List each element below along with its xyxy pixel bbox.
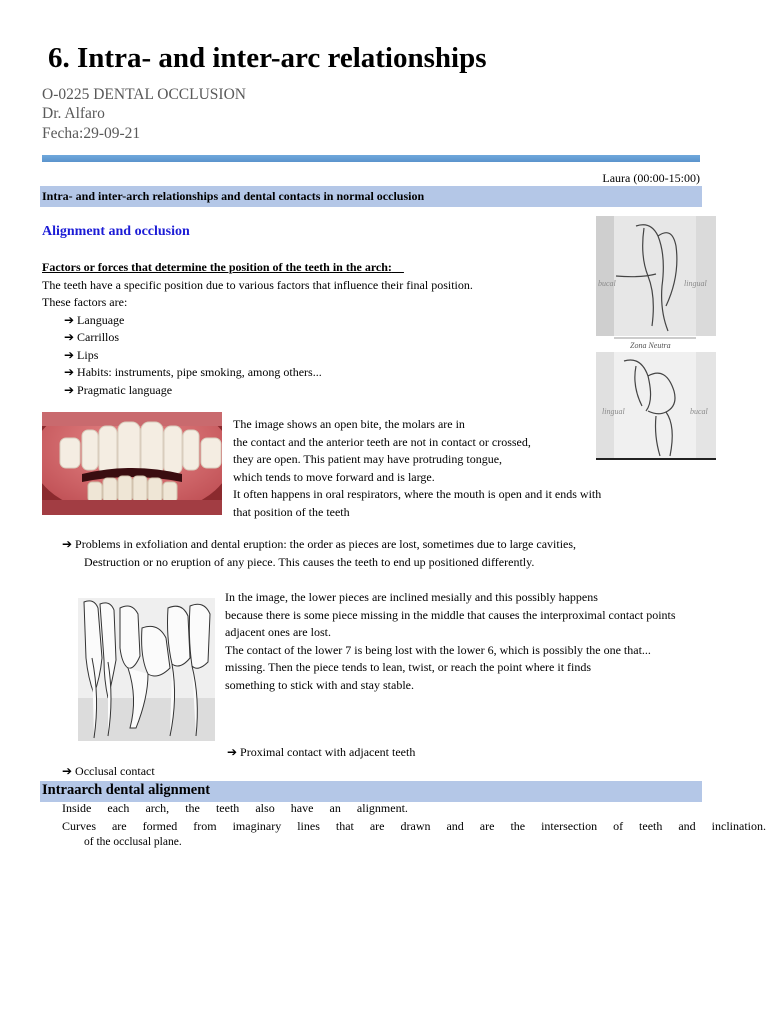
intraarch-line-3: of the occlusal plane. — [84, 836, 182, 848]
word: teeth — [215, 801, 240, 815]
text-line: something to stick with and stay stable. — [225, 677, 414, 692]
text-line: they are open. This patient may have protruding tongue, — [233, 452, 503, 466]
text-line: that position of the teeth — [233, 504, 350, 519]
diagram-label-lingual-bottom: lingual — [602, 407, 625, 416]
word: Inside — [62, 801, 92, 815]
text-line: The contact of the lower 7 is being lost with the lower 6, which is possibly the one that... — [225, 642, 651, 657]
text-line: The image shows an open bite, the molars are in — [233, 417, 465, 431]
intraarch-heading: Intraarch dental alignment — [42, 782, 211, 798]
text-line: It often happens in oral respirators, where the mouth is open and it ends with — [233, 487, 602, 501]
text-line: the contact and the anterior teeth are not in contact or crossed, — [233, 434, 531, 449]
speaker-timestamp: Laura (00:00-15:00) — [602, 171, 700, 185]
section-band-title: Intra- and inter-arch relationships and dental contacts in normal occlusion — [42, 189, 425, 203]
word: an — [329, 801, 341, 815]
word: are — [111, 819, 127, 833]
word: each — [107, 801, 130, 815]
section-band — [40, 186, 702, 207]
factor-item: ➔ Habits: instruments, pipe smoking, among others... — [64, 365, 322, 379]
word: the — [185, 801, 200, 815]
word: lines — [297, 819, 320, 833]
word: from — [193, 819, 217, 833]
word: alignment. — [356, 801, 408, 815]
factor-item: ➔ Lips — [64, 347, 99, 362]
lecture-date: Fecha:29-09-21 — [42, 125, 141, 142]
text-line: missing. Then the piece tends to lean, twist, or reach the point where it finds — [225, 660, 592, 674]
word: are — [369, 819, 385, 833]
open-bite-photo — [42, 412, 222, 515]
word: drawn — [400, 819, 431, 833]
text-line: adjacent ones are lost. — [225, 625, 331, 639]
text-line: ➔ Problems in exfoliation and dental eruption: the order as pieces are lost, sometimes due to large cavities, — [62, 537, 577, 551]
intraarch-band — [40, 781, 702, 802]
open-bite-description — [233, 416, 601, 521]
word: inclination. — [711, 819, 766, 833]
factors-heading: Factors or forces that determine the position of the teeth in the arch: — [42, 260, 392, 274]
text-line: because there is some piece missing in the middle that causes the interproximal contact points — [225, 607, 676, 622]
word: and — [446, 819, 464, 833]
word: teeth — [639, 819, 663, 833]
text-line: In the image, the lower pieces are inclined mesially and this possibly happens — [225, 590, 598, 604]
occlusal-contact-item: ➔ Occlusal contact — [62, 764, 155, 778]
word: the — [510, 819, 526, 833]
word: formed — [142, 819, 178, 833]
text-line: which tends to move forward and is large. — [233, 469, 435, 484]
diagram-label-bucal-top: bucal — [598, 279, 616, 288]
justified-line — [62, 801, 408, 816]
intraarch-line-2 — [62, 819, 766, 834]
factor-item: ➔ Language — [64, 312, 125, 327]
word: and — [678, 819, 696, 833]
justified-line — [62, 819, 766, 834]
intraarch-line-1 — [62, 801, 408, 816]
diagram-label-bucal-bottom: bucal — [690, 407, 708, 416]
neutral-zone-diagram — [596, 216, 716, 461]
course-code: O-0225 DENTAL OCCLUSION — [42, 86, 246, 103]
factor-item: ➔ Carrillos — [64, 330, 120, 344]
diagram-label-neutral-zone: Zona Neutra — [630, 341, 671, 350]
word: intersection — [541, 819, 598, 833]
word: arch, — [145, 801, 170, 815]
word: are — [479, 819, 495, 833]
factor-item: ➔ Pragmatic language — [64, 382, 173, 397]
factors-intro: The teeth have a specific position due to various factors that influence their final position. — [42, 277, 473, 292]
word: have — [290, 801, 314, 815]
diagram-label-lingual-top: lingual — [684, 279, 707, 288]
text-line: Destruction or no eruption of any piece. This causes the teeth to end up positioned differently. — [84, 554, 535, 569]
factors-lead: These factors are: — [42, 295, 128, 309]
proximal-contact-item: ➔ Proximal contact with adjacent teeth — [227, 745, 416, 759]
header-divider — [42, 155, 700, 162]
subheading-alignment: Alignment and occlusion — [42, 224, 190, 239]
doctor-name: Dr. Alfaro — [42, 105, 105, 122]
word: also — [255, 801, 275, 815]
word: Curves — [62, 819, 96, 833]
word: imaginary — [232, 819, 282, 833]
mesial-description — [225, 589, 676, 694]
factors-block — [42, 259, 473, 399]
mesial-tilt-sketch — [78, 598, 215, 741]
exfoliation-block — [62, 536, 576, 571]
word: of — [613, 819, 624, 833]
word: that — [335, 819, 354, 833]
page-title: 6. Intra- and inter-arc relationships — [48, 42, 487, 74]
